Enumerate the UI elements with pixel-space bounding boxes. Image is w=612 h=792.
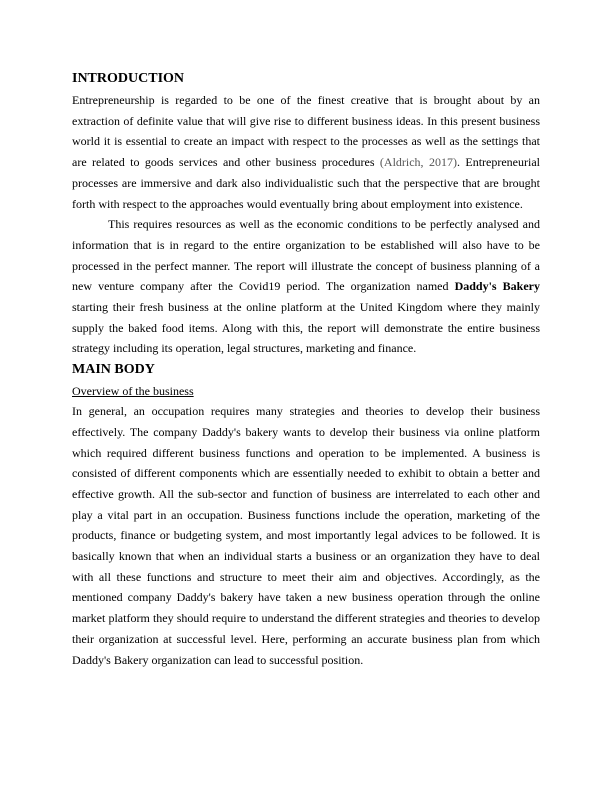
intro-paragraph-2-text-a: This requires resources as well as the economic conditions to be perfectly analysed and information that is in regard to the entire organization to be established will also have to be processed in the perfect manner. The report will illustrate the concept of business planning of a new venture company after the Covid19 period. The organization named (72, 217, 540, 294)
intro-paragraph-1 (72, 90, 540, 214)
intro-paragraph-2-text-b: starting their fresh business at the online platform at the United Kingdom where they mainly supply the baked food items. Along with this, the report will demonstrate the entire business strategy including its operation, legal structures, marketing and finance. (72, 300, 540, 356)
company-name: Daddy's Bakery (454, 279, 540, 294)
intro-paragraph-1-text-a: Entrepreneurship is regarded to be one of the finest creative that is brought about by an extraction of definite value that will give rise to different business ideas. In this present business world it is essential to create an impact with respect to the processes as well as the settings that are related to goods services and other business procedures (72, 93, 540, 170)
intro-paragraph-2 (72, 214, 540, 359)
intro-paragraph-1-text-b: . Entrepreneurial processes are immersive and dark also individualistic such that the perspective that are brought forth with respect to the approaches would eventually bring about employment into existence. (72, 155, 540, 211)
main-body-heading: MAIN BODY (72, 362, 155, 378)
overview-subheading: Overview of the business (72, 384, 194, 399)
introduction-heading: INTRODUCTION (72, 71, 185, 86)
citation: (Aldrich, 2017) (379, 155, 457, 170)
main-paragraph-1: In general, an occupation requires many strategies and theories to develop their business effectively. The company Daddy's bakery wants to develop their business via online platform which required different business functions and operation to be implemented. A business is consisted of different components which are essentially needed to exhibit to obtain a better and effective growth. All the sub-sector and function of business are interrelated to each other and play a vital part in an occupation. Business functions include the operation, marketing of the products, finance or budgeting system, and most importantly legal advices to be followed. It is basically known that when an individual starts a business or an organization they have to deal with all these functions and structure to meet their aim and objectives. Accordingly, as the mentioned company Daddy's bakery have taken a new business operation through the online market platform they should require to understand the different strategies and theories to develop their organization at successful level. Here, performing an accurate business plan from which Daddy's Bakery organization can lead to successful position. (72, 404, 540, 667)
document-page (72, 70, 540, 670)
